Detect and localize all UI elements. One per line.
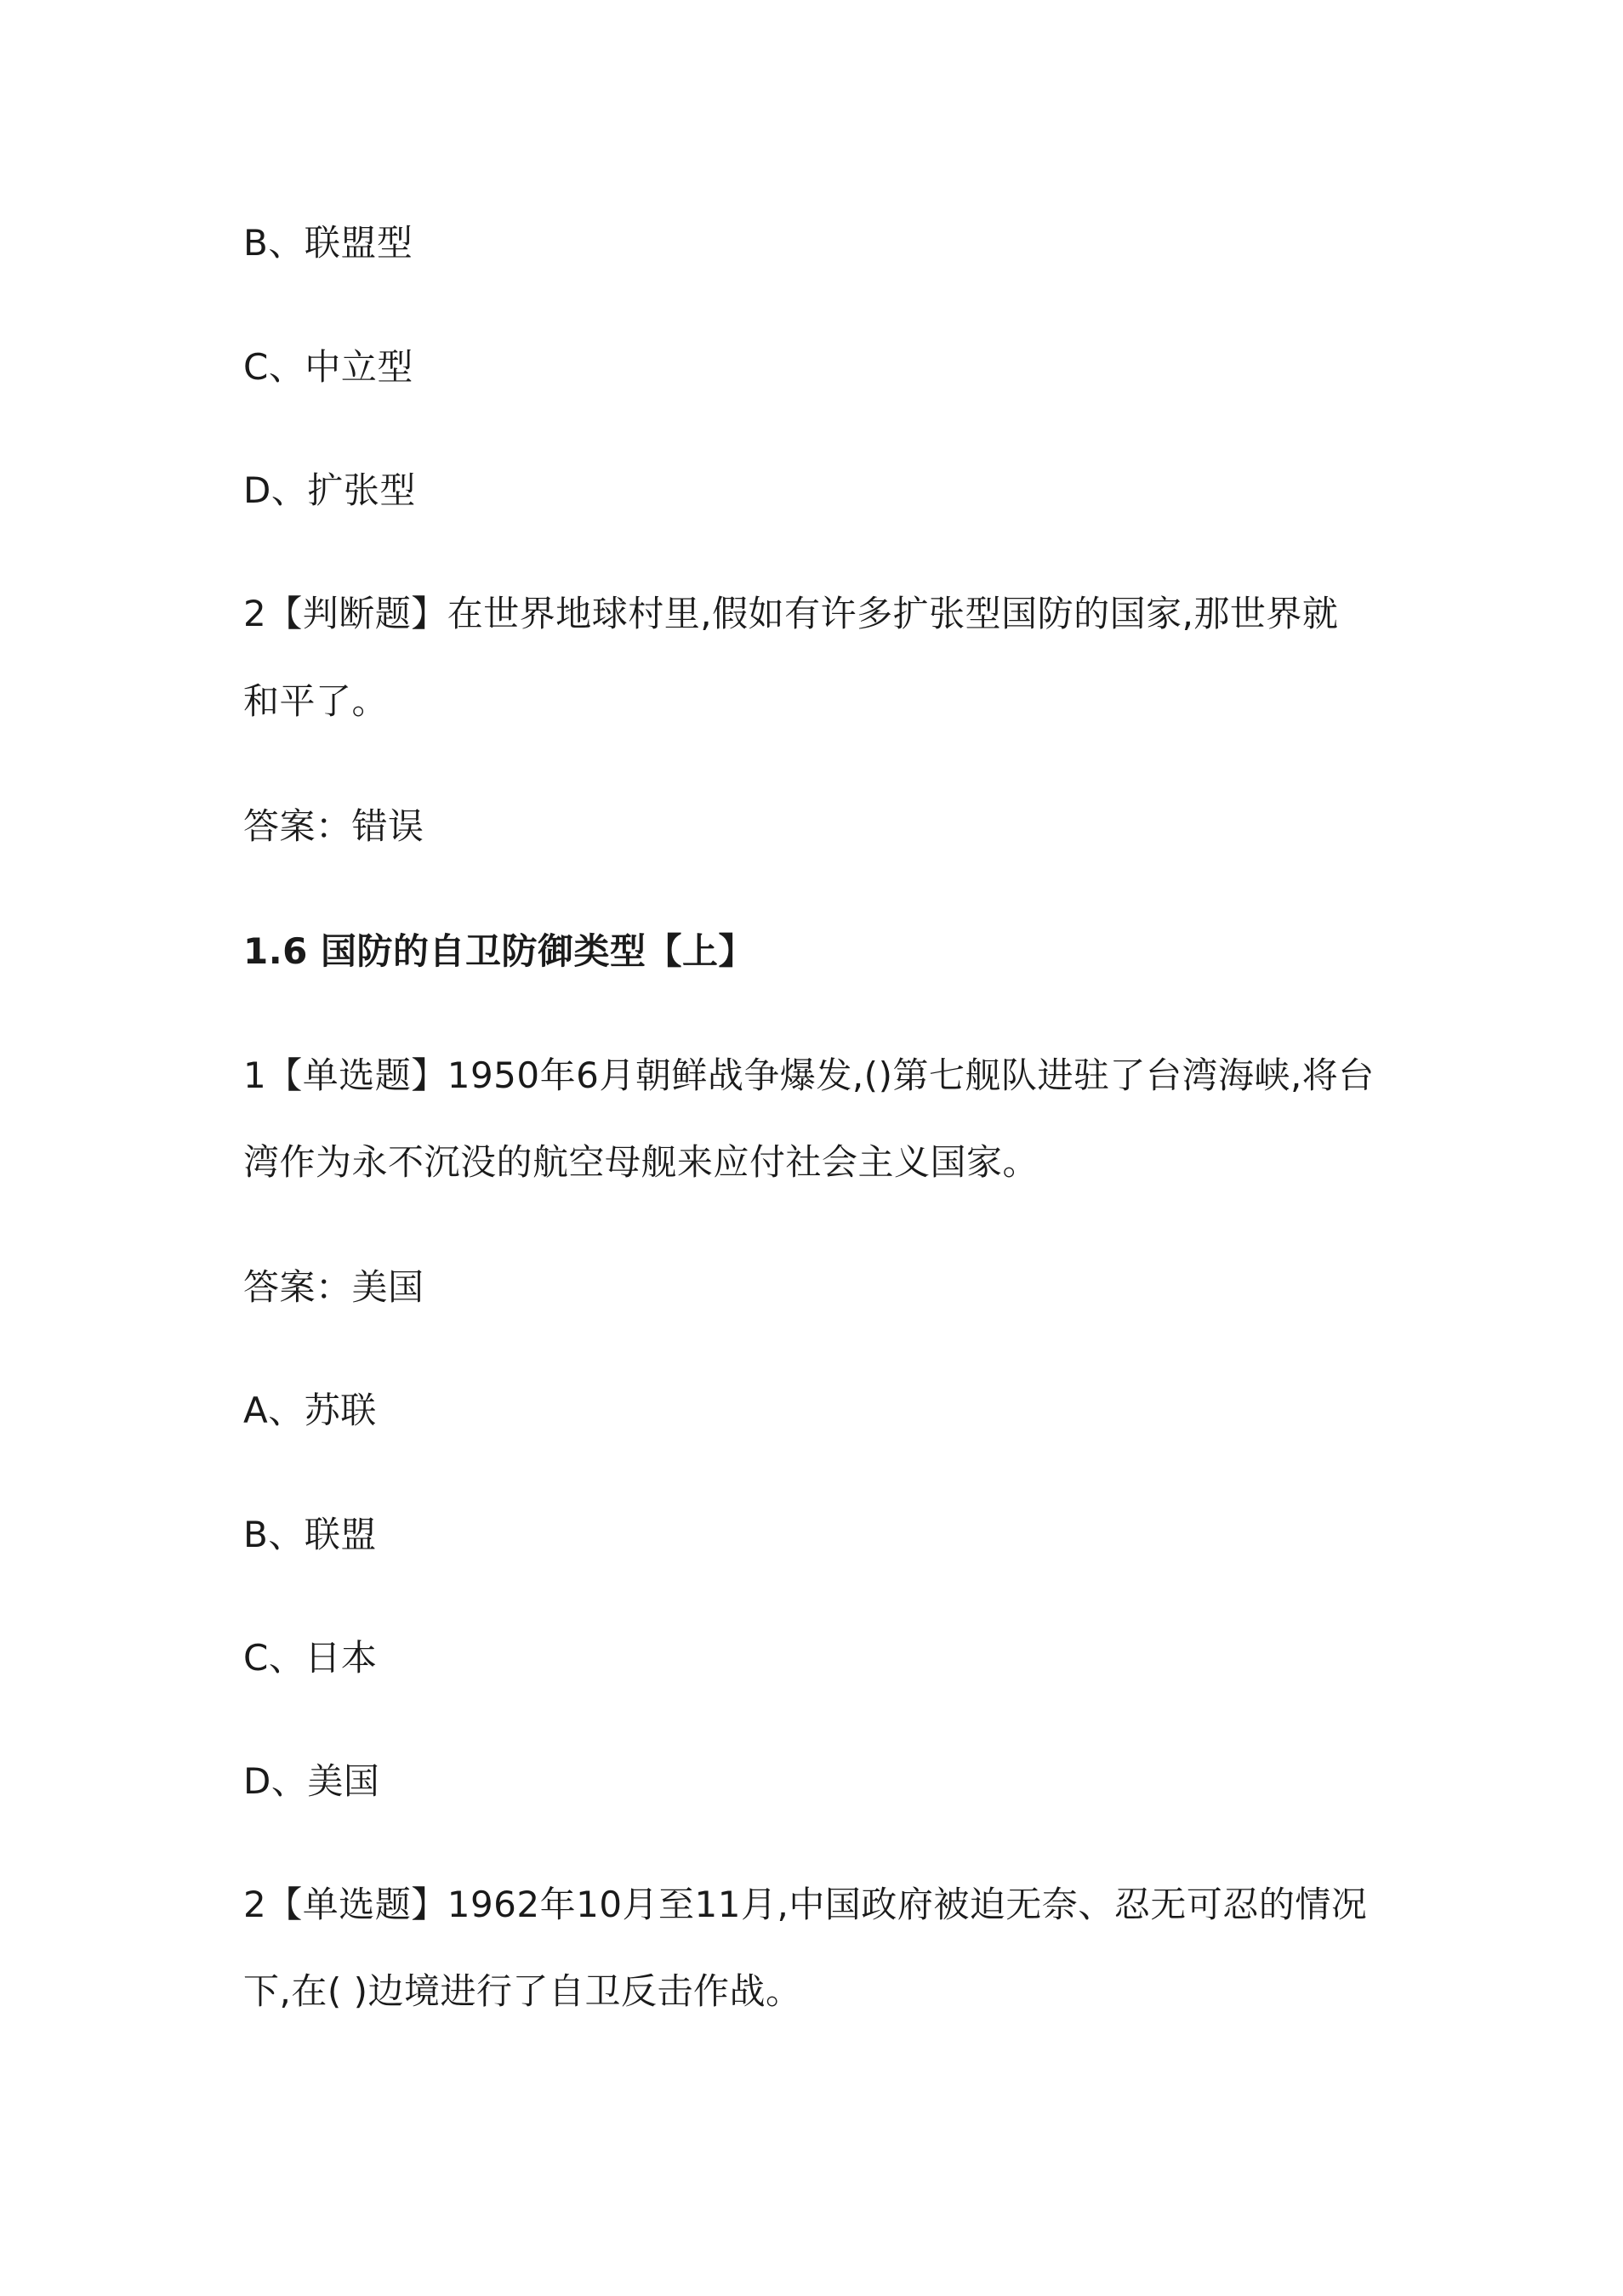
answer-text: 答案：美国	[243, 1266, 424, 1308]
option-a: A、苏联	[243, 1390, 377, 1431]
option-d: D、美国	[243, 1760, 380, 1802]
option-b: B、联盟型	[243, 222, 413, 264]
question-stem-line-1: 2【判断题】在世界地球村里,假如有许多扩张型国防的国家,那世界就	[243, 593, 1339, 634]
section-heading: 1.6 国防的自卫防御类型【上】	[243, 930, 755, 972]
option-d: D、扩张型	[243, 469, 416, 511]
option-c: C、日本	[243, 1637, 378, 1679]
question-stem-line-1: 2【单选题】1962年10月至11月,中国政府被迫无奈、忍无可忍的情况	[243, 1884, 1368, 1925]
answer-text: 答案：错误	[243, 805, 424, 847]
question-stem-line-2: 下,在( )边境进行了自卫反击作战。	[243, 1970, 802, 2012]
option-b: B、联盟	[243, 1514, 377, 1555]
option-c: C、中立型	[243, 346, 413, 388]
question-stem-line-2: 湾作为永不沉没的航空母舰来应付社会主义国家。	[243, 1141, 1039, 1183]
question-stem-line-1: 1【单选题】1950年6月朝鲜战争爆发,()第七舰队进驻了台湾海峡,将台	[243, 1054, 1375, 1096]
question-stem-line-2: 和平了。	[243, 680, 389, 722]
